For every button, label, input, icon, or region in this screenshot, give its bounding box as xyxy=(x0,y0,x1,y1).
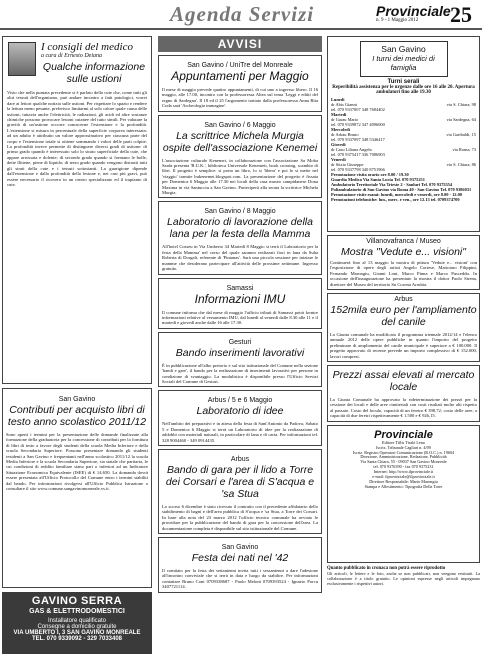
article-title: Contributi per acquisto libri di testo anno scolastico 2011/12 xyxy=(7,404,147,428)
schedule-cell: dr Abis Gianni xyxy=(331,102,357,107)
issue-date: n. 9 - 1 Maggio 2012 xyxy=(376,18,419,23)
schedule-day: Venerdì xyxy=(331,157,346,162)
villa-article xyxy=(327,235,480,290)
notice-location: Samassi xyxy=(226,284,254,292)
masthead-line: Direzione, Amministrazione, Redazione, Pubblicità xyxy=(360,454,447,460)
notice-title: Bando inserimenti lavorativi xyxy=(175,346,305,359)
notice-title: Appuntamenti per Maggio xyxy=(171,69,309,83)
schedule-cell: tel. 070 9339872 347 4096000 xyxy=(331,122,385,127)
samassi-article xyxy=(327,365,480,422)
turni-logo-bottom: I turni dei medici di famiglia xyxy=(372,54,435,72)
ad-line: Consegne a domicilio gratuite xyxy=(37,624,117,630)
turni-subtitle: Reperibilità assistenza per le urgenze dalle ore 16 alle 20. Apertura ambulatori fino alle 19.30 xyxy=(332,85,475,95)
medico-article xyxy=(2,36,152,384)
ad-line: Installatore qualificato xyxy=(47,618,107,624)
notice-title: Informazioni IMU xyxy=(194,291,286,306)
article-title: Qualche informazione sulle ustioni xyxy=(42,61,146,85)
column-left xyxy=(2,36,152,654)
schedule-note: Guardia Medica Via Santa Lucia Tel. 070 9375251 xyxy=(331,177,425,182)
ad-address: VIA UMBERTO I, 3 SAN GAVINO MONREALE xyxy=(13,630,141,636)
notice-location: Arbus xyxy=(230,455,250,463)
article-title: 152mila euro per l'ampliamento del canile xyxy=(330,304,477,329)
notice-item xyxy=(158,278,322,329)
notice-body: Lo scorso 6 dicembre è stato ricevuto il contratto con il precedente affidatario dello stabilimento di bagni e dell'area pubblica di S'acqua e 'sa Stua, a Torre dei Corsari. In base alla nota del 23 marzo 2012 l'ufficio tecnico comunale ha avviato le procedure per la pubblicazione del bando di gara per la concessione dell'area. La documentazione completa è disponibile sul sito istituzionale del Comune. xyxy=(162,503,318,531)
notice-body: All'hotel Cosseu in Via Umberto 34 Martedì 8 Maggio si terrà il Laboratorio per la festa della Mamma' nel corso del quale saranno realizzati fiori in lana da Suha Roberta di Dorgali, referente di 'Pintanas'. Sarà una piccola sessione per iniziare le mamme che desiderano partecipare all'attività delle prossime settimane. Ingresso gratuito. xyxy=(162,244,318,272)
masthead-line: e-mail: ilprovinciale@ilprovinciale.it xyxy=(372,474,435,480)
schedule-note: Prenotazione visite esami: lunedì, mercoledì e venerdì, ore 8.00 - 12.00 xyxy=(331,192,462,197)
arbus-article xyxy=(327,293,480,362)
masthead-line: tel. 070 9376390 - fax 070 9375231 xyxy=(373,464,434,470)
schedule-day: Lunedì xyxy=(331,97,345,102)
schedule-note: Prenotazione visita orario ore 8.00 / 19.30 xyxy=(331,172,409,177)
masthead-tagline: Editore Tiflis Tiralò Leno xyxy=(382,439,425,445)
column-name: I consigli del medico xyxy=(41,41,133,53)
masthead-line: Stampa e Allestimento: Tipografia Della Torre xyxy=(364,483,443,489)
schedule-cell: dr Casu Liliana Angela xyxy=(331,147,372,152)
schedule-day: Mercoledì xyxy=(331,127,350,132)
ad-name: GAVINO SERRA xyxy=(31,595,123,607)
article-body: Sono aperti i termini per la presentazione delle domande finalizzate alla formazione della graduatoria per la concessione di contributi per la fornitura di libri di testo a favore degli studenti della scuola Media Inferiore e della scuola Secondaria Superiore. Possono presentare domanda gli studenti residenti a San Gavino e frequentanti nell'anno scolastico 2011/12 la scuola Media Inferiore e la scuola Secondaria Superiore, sia statale che paritaria, le cui condizioni di reddito familiare siano pari o inferiori ad un Indicatore Situazione Economica Equivalente (ISEE) di € 14.650. La domanda dovrà essere presentata all'Ufficio Protocollo del Comune entro i termini stabiliti dal bando. Per informazioni rivolgersi all'Ufficio Pubblica Istruzione o consultare il sito www.comune.sangavinomonreale.vs.it. xyxy=(6,432,148,492)
notice-item xyxy=(158,537,322,593)
schedule-cell: dr Arbau Bruno xyxy=(331,132,359,137)
notice-body: È in pubblicazione all'albo pretorio e sul sito istituzionale del Comune nella sezione 'bandi e gare', il bando per la realizzazione di inserimenti lavorativi per persone in condizione di svantaggio. La modulistica è disponibile presso l'Ufficio Servizi Sociali del Comune di Gesturi. xyxy=(162,362,318,384)
notice-text: Gli articoli, le lettere e le foto, anche se non pubblicati, non vengono restituiti. La collaborazione è a titolo gratuito. Le opinioni espresse negli articoli impegnano esclusivamente i rispettivi autori. xyxy=(327,570,480,586)
article-location: San Gavino xyxy=(58,396,96,403)
notice-location: Arbus / 5 e 6 Maggio xyxy=(207,397,273,405)
schedule-cell: tel. 070 9337798 340 8751966 xyxy=(331,167,385,172)
article-body: La Giunta comunale ha modificato il programma triennale 2012/14 e l'elenco annuale 2012 delle opere pubbliche in quanto l'importo del progetto preliminare di ampliamento del canile municipale è superiore a € 100.000. Il progetto approvato di recente prevede un importo complessivo di € 152.000, lavori compresi. xyxy=(330,332,477,359)
notice-body: Nell'ambito dei preparativi e in attesa della festa di Sant'Antonio da Padova, Sabato 5 e Domenica 6 Maggio si terrà un Laboratorio di idee per la realizzazione di addobbi con materiali naturali, in particolare di lana e di carta. Per informazioni tel. 328 9004460 - 349 0914435. xyxy=(162,421,318,443)
advertisement[interactable] xyxy=(2,592,152,654)
turni-schedule xyxy=(331,97,476,202)
section-title: Agenda Servizi xyxy=(170,2,315,26)
schedule-cell: tel. 070 9337007 348 7684402 xyxy=(331,107,385,112)
notice-heading: Quanto pubblicato in cronaca non potrà essere riprodotto xyxy=(327,565,446,571)
masthead-lines xyxy=(331,446,476,490)
schedule-cell: via S. Chiara, 98 xyxy=(446,102,476,107)
article-byline: a cura di Ernesto Deiana xyxy=(41,53,102,59)
notice-title: Laboratorio di lavorazione della lana per la festa della Mamma xyxy=(167,216,313,241)
avvisi-banner: AVVISI xyxy=(158,36,322,52)
masthead-line: Internet: http://www.ilprovinciale.it xyxy=(373,469,434,475)
notice-location: San Gavino xyxy=(221,544,259,551)
schedule-cell: via Sardegna, 64 xyxy=(446,117,476,122)
masthead-line: Iscriz. Tribunale Cagliari n. 4/09 xyxy=(376,444,431,450)
masthead-line: Via Santa Chiara, 55 - 09037 San Gavino Monreale xyxy=(360,459,447,465)
schedule-cell: dr Sitzia Giuseppe xyxy=(331,162,364,167)
notice-location: San Gavino / 8 Maggio xyxy=(204,208,276,216)
ad-phone: TEL. 070 9339092 - 329 7033408 xyxy=(31,636,123,642)
notice-item xyxy=(158,390,322,446)
footer-notice xyxy=(327,566,480,586)
notice-title: La scrittrice Michela Murgia ospite dell'associazione Kenemei xyxy=(162,129,318,154)
schedule-cell: tel. 070 9337097 348 5346417 xyxy=(331,137,385,142)
masthead-logo: Provinciale xyxy=(374,428,433,441)
ad-sub: GAS & ELETTRODOMESTICI xyxy=(29,608,125,615)
notice-title: Laboratorio di idee xyxy=(196,405,284,418)
notice-item xyxy=(158,115,322,199)
notice-location: Gesturi xyxy=(228,338,252,346)
notice-body: Il comune informa che dal mese di maggio l'ufficio tributi di Samassi potrà fornire informazioni relative al versamento IMU, dal lunedì al venerdì dalle 8.30 alle 11 e il martedì e giovedì anche dalle 16 alle 17.30. xyxy=(162,309,318,326)
notice-body: Il comitato per la festa dei settantenni invita tutti i sessantenni a dare l'adesione all'incontro conviviale che si terrà in data e luogo da stabilire. Per informazioni contattare Bruno Coni 0709338687 - Paolo Melonì 0709393524 - Ignazio Porcu 3407721114. xyxy=(162,568,318,590)
notice-location: San Gavino / UniTre del Monreale xyxy=(187,62,293,69)
schedule-cell: via S. Chiara, 86 xyxy=(446,162,476,167)
article-body: Continuerà fino al 13 maggio la mostra di pittura 'Vedute e... visioni' con l'esposizione di opere degli artisti Angelo Cortese, Mariotaro Filippini, Fernando Marongiu, Gianni Loni, Marco Pinna e Marco Pusceddu. In occasione dell'inaugurazione ha presentato la mostra il dottor Paolo Sirena, direttore del Museo del territorio Su Corona Arrubia. xyxy=(330,260,477,287)
schedule-cell: via Garibaldi, 15 xyxy=(446,132,476,137)
schedule-cell: dr Garau Mario xyxy=(331,117,359,122)
notice-item xyxy=(158,55,322,112)
turni-medici xyxy=(327,36,480,232)
page-number: 25 xyxy=(450,2,472,27)
notice-body: Il mese di maggio prevede quattro appuntamenti, di cui uno a ingresso libero. Il 16 maggio, alle 17.00, incontro con la professoressa Altea sul tema 'Leggi e editti del regno di Sardegna'. Il 18 ed il 25 l'argomento trattato dalla professoressa Anna Rita Coda sarà 'Archeologia immagine'. xyxy=(162,87,318,109)
libri-article xyxy=(2,388,152,588)
notice-item xyxy=(158,449,322,534)
schedule-day: Martedì xyxy=(331,112,347,117)
author-photo xyxy=(8,42,36,76)
notice-title: Bando di gara per il lido a Torre dei Corsari e l'area di S'acqua e 'sa Stua xyxy=(165,463,315,500)
notice-item xyxy=(158,332,322,388)
turni-logo xyxy=(360,41,448,77)
avvisi-list xyxy=(158,55,322,593)
notice-location: San Gavino / 6 Maggio xyxy=(204,121,276,129)
page-header xyxy=(0,0,482,30)
schedule-note: Ambulatorio Territoriale Via Trieste 2 - Sanluri Tel. 070 9375554 xyxy=(331,182,453,187)
masthead-line: Direttore Responsabile: Mario Marongiu xyxy=(369,478,438,484)
article-title: Mostra "Vedute e... visioni" xyxy=(341,246,466,258)
article-title: Prezzi assai elevati al mercato locale xyxy=(332,369,475,394)
schedule-day: Giovedì xyxy=(331,142,346,147)
schedule-cell: tel. 070 9375417 336 7086903 xyxy=(331,152,385,157)
column-middle xyxy=(158,36,322,654)
schedule-cell: via Roma, 73 xyxy=(452,147,476,152)
notice-title: Festa dei nati nel '42 xyxy=(191,552,289,564)
notice-body: L'associazione culturale Kenemei, in collaborazione con l'associazione Sa Moba Sarda presenta 'B.U.K.', biblioteca Universale Kenemeii, book crossing, scambio di libri. Il progetto è semplice: si porta un libro, lo si 'libera' e poi lo si mette nel 'viaggio' tramite bukenemei.blogspot.com. La presentazione del progetto è fissata per Domenica 6 Maggio alle 17.30 nei locali della casa museo campidanese Dona Maxima in via Santucciu a San Gavino. Parteciperà alla serata la scrittrice Michela Murgia. xyxy=(162,157,318,196)
newspaper-logo[interactable]: Provinciale xyxy=(376,3,451,19)
masthead-box xyxy=(327,425,480,563)
turni-title: Turni serali xyxy=(387,79,420,85)
article-location: Arbus xyxy=(394,296,413,304)
article-location: Villanovafranca / Museo xyxy=(366,238,441,245)
column-right xyxy=(327,36,480,654)
article-body: La Giunta Comunale ha approvato la rideterminazione dei prezzi per la cessione dei loculi e delle aree cimiteriali con costi risultati molto alti rispetto al passato. Costo del loculo, capacità di un feretro € 398,72; costo delle aree, a capacità di due feretri rispettivamente € 1.500 e € 926,15. xyxy=(330,397,477,419)
schedule-note: Prenotazioni telefoniche: lun., merc. e ven., ore 12.13 tel. 0709374700 xyxy=(331,197,460,202)
masthead-line: Iscriz. Registro Operatori Comunicazione (R.O.C.) n. 19604 xyxy=(352,449,455,455)
article-body: Visto che nella puntata precedente si è parlato della cute che, come tutti gli altri tessuti dell'organismo, può andare incontro a fatti patologici, vorrei dare ai lettori qualche notizia sulle ustioni. Per rispettare lo spazio e rendere la lettura meno pesante, preferisco limitarmi al solo calore quale causa delle ustioni; tuttavia anche l'elettricità, le radiazioni, gli acidi ed altre sostanze chimiche possono provocare lesioni cutanee del tutto simili. Per valutare la gravità di un'ustione occorre conoscerne l'estensione e la profondità. L'estensione si misura in percentuale della superficie corporea interessata: ad un adulto è attribuito un valore approssimativo per ciascuna parte del corpo e l'estensione totale si ottiene sommando i valori delle parti colpite. La profondità invece permette di distinguere diversi gradi di ustione: di primo grado quando è interessato solo lo strato superficiale della cute, che appare arrossata e dolente; di secondo grado quando si formano le bolle, dette flittene, piene di liquido; di terzo grado quando vengono distrutti tutti gli strati della cute e i tessuti sottostanti. La guarigione dipende dall'estensione e dalla profondità della lesione e, nei casi più gravi, può essere necessario il ricovero in un centro specializzato ed il trapianto di cute. xyxy=(7,90,147,187)
schedule-note: Poliambulatorio di San Gavino via Roma 40 - San Gavino Tel. 070 9386031 xyxy=(331,187,472,192)
notice-item xyxy=(158,201,322,274)
turni-logo-top: San Gavino xyxy=(381,44,426,54)
